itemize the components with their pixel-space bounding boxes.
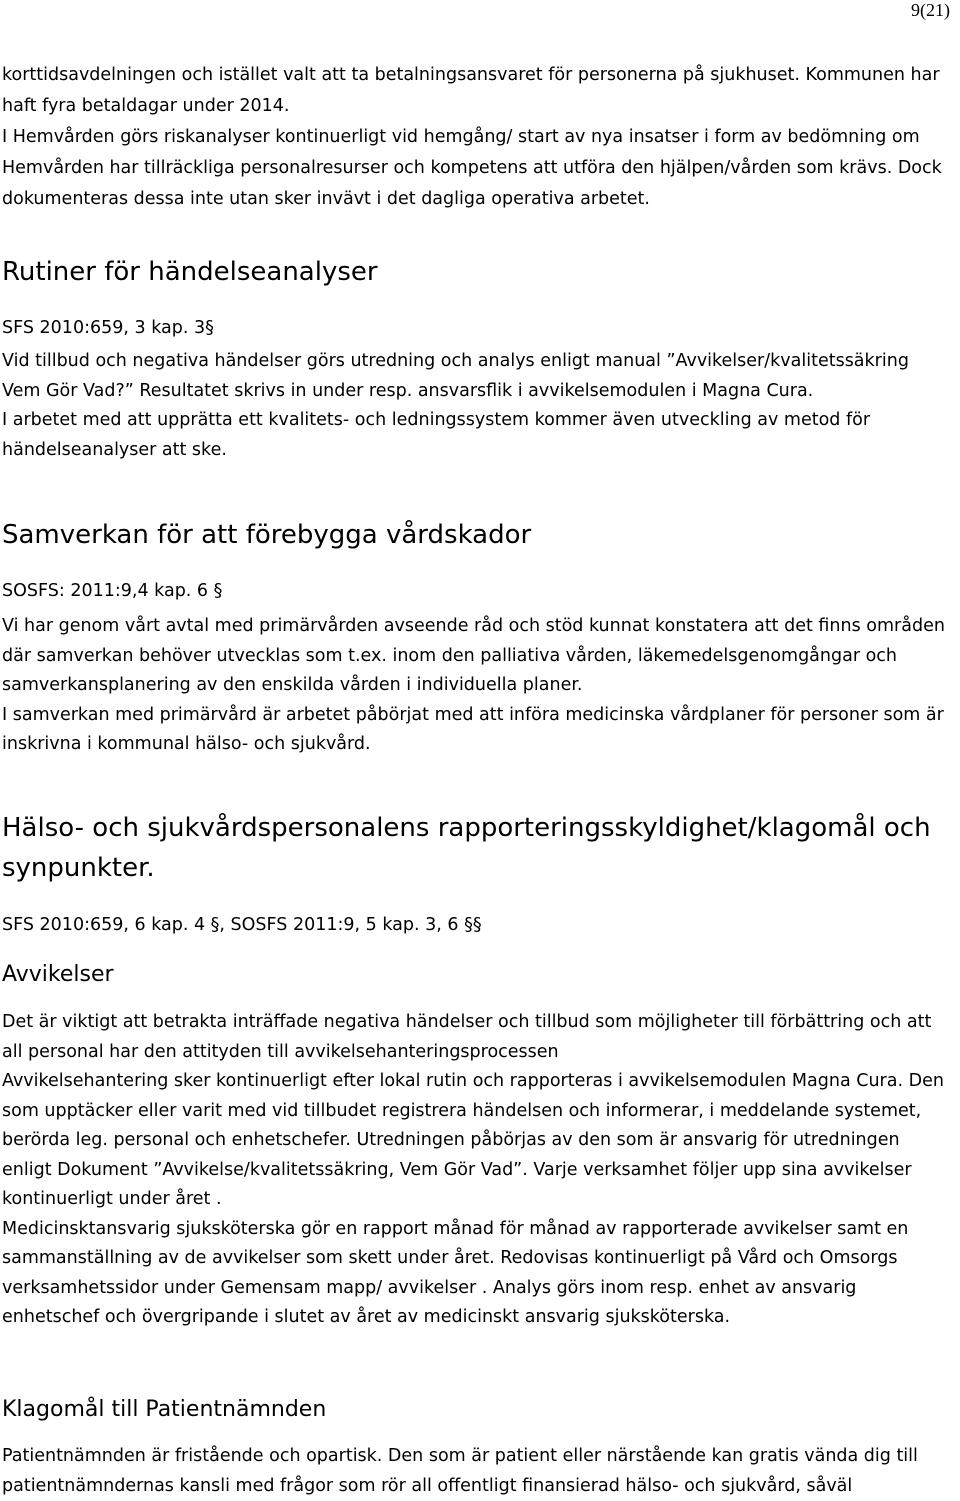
paragraph: Vid tillbud och negativa händelser görs utredning och analys enligt manual ”Avvikelser/kvalitetssäkring Vem Gör Vad?” Resultatet skrivs in under resp. ansvarsflik i avvikelsemodulen i Magna Cura.	[2, 351, 909, 401]
law-reference: SFS 2010:659, 6 kap. 4 §, SOSFS 2011:9, 5 kap. 3, 6 §§	[2, 915, 482, 935]
section-body-avvikelser	[2, 1008, 952, 1333]
section-body-rutiner	[2, 347, 952, 465]
subsection-heading-klagomal: Klagomål till Patientnämnden	[2, 1397, 327, 1422]
paragraph: Avvikelsehantering sker kontinuerligt efter lokal rutin och rapporteras i avvikelsemodulen Magna Cura. Den som upptäcker eller varit med vid tillbudet registrera händelsen och informerar, i meddelande systemet, berörda leg. personal och enhetschefer. Utredningen påbörjas av den som är ansvarig för utredningen enligt Dokument ”Avvikelse/kvalitetssäkring, Vem Gör Vad”. Varje verksamhet följer upp sina avvikelser kontinuerligt under året .	[2, 1071, 944, 1209]
section-heading-samverkan: Samverkan för att förebygga vårdskador	[2, 520, 532, 550]
section-body-samverkan	[2, 612, 952, 760]
section-body-klagomal	[2, 1442, 952, 1501]
paragraph: I arbetet med att upprätta ett kvalitets- och ledningssystem kommer även utveckling av metod för händelseanalyser att ske.	[2, 410, 871, 460]
section-heading-halso: Hälso- och sjukvårdspersonalens rapporteringsskyldighet/klagomål och synpunkter.	[2, 813, 931, 883]
page-number: 9(21)	[911, 0, 950, 20]
paragraph: Det är viktigt att betrakta inträffade negativa händelser och tillbud som möjligheter till förbättring och att all personal har den attityden till avvikelsehanteringsprocessen	[2, 1012, 932, 1062]
intro-text	[2, 60, 952, 215]
paragraph: korttidsavdelningen och istället valt att ta betalningsansvaret för personerna på sjukhuset. Kommunen har haft fyra betaldagar under 2014.	[2, 65, 940, 116]
law-reference: SFS 2010:659, 3 kap. 3§	[2, 318, 214, 338]
paragraph: Patientnämnden är fristående och opartisk. Den som är patient eller närstående kan gratis vända dig till patientnämndernas kansli med frågor som rör all offentligt finansierad hälso- och sjukvård, såväl	[2, 1446, 918, 1496]
subsection-heading-avvikelser: Avvikelser	[2, 962, 114, 987]
section-heading-rutiner: Rutiner för händelseanalyser	[2, 257, 378, 287]
paragraph: I samverkan med primärvård är arbetet påbörjat med att införa medicinska vårdplaner för personer som är inskrivna i kommunal hälso- och sjukvård.	[2, 704, 944, 754]
law-reference: SOSFS: 2011:9,4 kap. 6 §	[2, 581, 223, 601]
paragraph: Medicinsktansvarig sjuksköterska gör en rapport månad för månad av rapporterade avvikelser samt en sammanställning av de avvikelser som skett under året. Redovisas kontinuerligt på Vård och Omsorgs verksamhetssidor under Gemensam mapp/ avvikelser . Analys görs inom resp. enhet av ansvarig enhetschef och övergripande i slutet av året av medicinskt ansvarig sjuksköterska.	[2, 1218, 909, 1327]
paragraph: Vi har genom vårt avtal med primärvården avseende råd och stöd kunnat konstatera att det finns områden där samverkan behöver utvecklas som t.ex. inom den palliativa vården, läkemedelsgenomgångar och samverkansplanering av den enskilda vården i individuella planer.	[2, 616, 945, 695]
paragraph: I Hemvården görs riskanalyser kontinuerligt vid hemgång/ start av nya insatser i form av bedömning om Hemvården har tillräckliga personalresurser och kompetens att utföra den hjälpen/vården som krävs. Dock dokumenteras dessa inte utan sker invävt i det dagliga operativa arbetet.	[2, 127, 942, 209]
